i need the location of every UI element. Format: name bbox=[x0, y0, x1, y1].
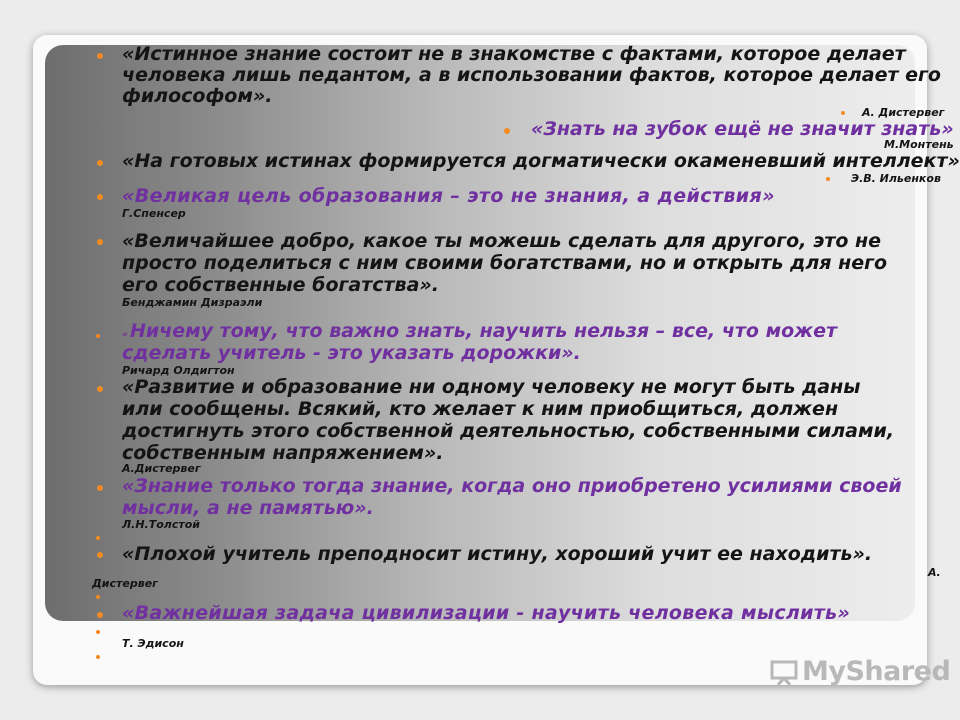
quote-4-author: Г.Спенсер bbox=[122, 207, 186, 220]
bullet-icon bbox=[97, 386, 103, 392]
quote-1-line-3: философом». bbox=[122, 85, 273, 107]
quote-3-author: Э.В. Ильенков bbox=[851, 172, 941, 185]
quote-8-line-1: «Знание только тогда знание, когда оно приобретено усилиями своей bbox=[122, 475, 902, 497]
quote-3-text: «На готовых истинах формируется догматически окаменевший интеллект» bbox=[122, 150, 960, 172]
quote-9-author-part-1: А. bbox=[928, 566, 941, 579]
quote-8-author: Л.Н.Толстой bbox=[122, 518, 200, 531]
quote-6-line-2: сделать учитель - это указать дорожки». bbox=[122, 342, 581, 364]
bullet-icon bbox=[96, 595, 100, 599]
quote-7-line-3: достигнуть этого собственной деятельностью, собственными силами, bbox=[122, 420, 895, 442]
quote-7-line-2: или сообщены. Всякий, кто желает к ним приобщиться, должен bbox=[122, 398, 839, 420]
bullet-icon bbox=[96, 334, 100, 338]
quote-10-text: «Важнейшая задача цивилизации - научить человека мыслить» bbox=[122, 602, 851, 624]
watermark-logo bbox=[802, 656, 950, 690]
quote-7-line-4: собственным напряжением». bbox=[122, 442, 444, 464]
quote-7-line-1: «Развитие и образование ни одному человеку не могут быть даны bbox=[122, 376, 861, 398]
bullet-icon bbox=[96, 630, 100, 634]
quote-4-text: «Великая цель образования – это не знания, а действия» bbox=[122, 185, 775, 207]
quote-10-author: Т. Эдисон bbox=[122, 637, 184, 650]
bullet-icon bbox=[97, 239, 103, 245]
bullet-icon bbox=[826, 177, 830, 181]
watermark-text: MyShared bbox=[802, 656, 951, 687]
quote-5-line-3: его собственные богатства». bbox=[122, 274, 439, 296]
quote-9-author-part-2: Дистервег bbox=[92, 577, 158, 590]
quote-5-line-2: просто поделиться с ним своими богатствами, но и открыть для него bbox=[122, 252, 888, 274]
quote-2-author: М.Монтень bbox=[884, 138, 954, 151]
bullet-icon bbox=[97, 612, 103, 618]
quote-6-author: Ричард Олдигтон bbox=[122, 364, 235, 377]
quote-7-author: А.Дистервег bbox=[122, 462, 201, 475]
presentation-board-icon bbox=[770, 660, 798, 686]
quote-8-line-2: мысли, а не памятью». bbox=[122, 497, 374, 519]
quote-5-line-1: «Величайшее добро, какое ты можешь сделать для другого, это не bbox=[122, 230, 882, 252]
bullet-icon bbox=[97, 485, 103, 491]
bullet-icon bbox=[96, 536, 100, 540]
bullet-icon bbox=[504, 128, 510, 134]
bullet-icon bbox=[97, 53, 103, 59]
quote-1-line-1: «Истинное знание состоит не в знакомстве с фактами, которое делает bbox=[122, 43, 906, 65]
bullet-icon bbox=[841, 111, 845, 115]
quote-2-text: «Знать на зубок ещё не значит знать» bbox=[531, 118, 954, 140]
quote-1-line-2: человека лишь педантом, а в использовании фактов, которое делает его bbox=[122, 64, 941, 86]
quote-6-line-1: Ничему тому, что важно знать, научить нельзя – все, что может bbox=[130, 320, 837, 342]
bullet-icon bbox=[97, 552, 103, 558]
quote-1-author: А. Дистервег bbox=[862, 106, 945, 119]
quote-5-author: Бенджамин Дизраэли bbox=[122, 296, 263, 309]
quote-6-open-mark: « bbox=[122, 330, 128, 340]
bullet-icon bbox=[96, 655, 100, 659]
bullet-icon bbox=[97, 194, 103, 200]
quote-9-text: «Плохой учитель преподносит истину, хороший учит ее находить». bbox=[122, 543, 873, 565]
bullet-icon bbox=[97, 160, 103, 166]
